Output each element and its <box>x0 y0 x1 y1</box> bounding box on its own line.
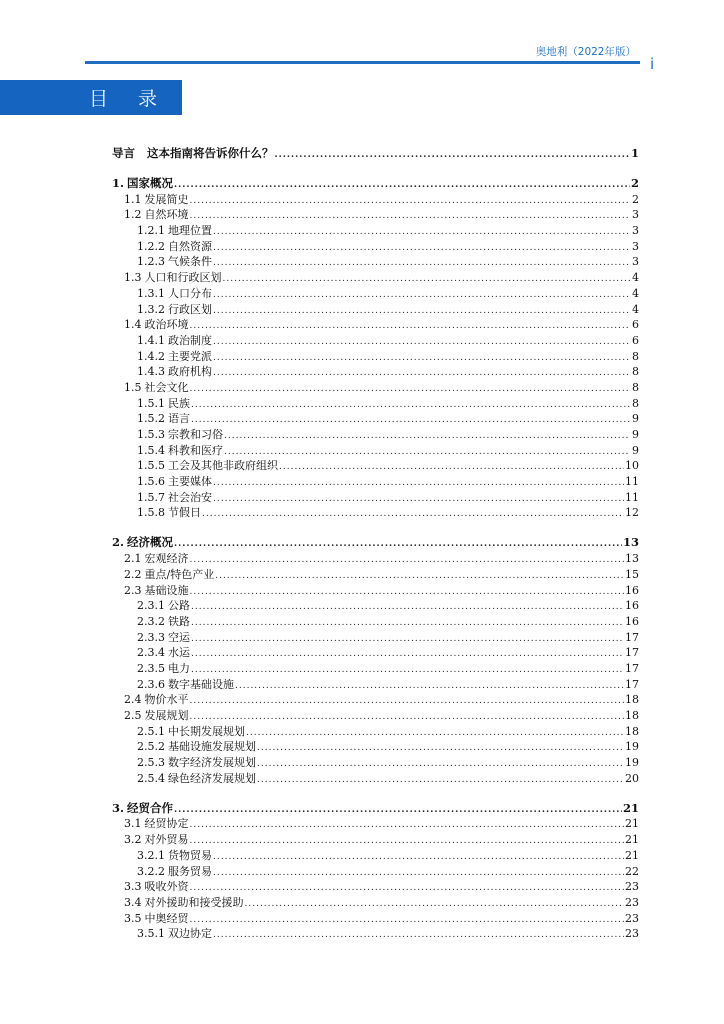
toc-entry-page: 21 <box>625 833 639 847</box>
toc-entry[interactable] <box>112 206 639 222</box>
toc-entry[interactable] <box>112 846 639 862</box>
toc-entry[interactable] <box>112 300 639 316</box>
toc-entry-page: 6 <box>632 318 639 332</box>
toc-entry-page: 19 <box>625 740 639 754</box>
toc-entry-number: 1.1 <box>124 192 142 206</box>
toc-entry[interactable] <box>112 316 639 332</box>
page-number: i <box>650 55 655 73</box>
toc-entry-page: 16 <box>625 583 639 597</box>
toc-entry[interactable] <box>112 893 639 909</box>
toc-entry-number: 1.3.2 <box>137 302 165 316</box>
toc-entry-page: 20 <box>625 771 639 785</box>
toc-entry-number: 1.5.2 <box>137 412 165 426</box>
toc-entry[interactable] <box>112 140 639 160</box>
toc-entry-label: 中长期发展规划 <box>168 724 245 738</box>
toc-entry-page: 21 <box>625 848 639 862</box>
toc-entry[interactable] <box>112 862 639 878</box>
toc-entry[interactable] <box>112 612 639 628</box>
toc-entry[interactable] <box>112 363 639 379</box>
toc-entry-page: 3 <box>632 255 639 269</box>
toc-entry-page: 11 <box>625 490 639 504</box>
toc-entry-page: 21 <box>622 800 639 815</box>
toc-entry-label: 节假日 <box>168 506 201 520</box>
toc-entry-page: 3 <box>632 208 639 222</box>
toc-entry-page: 3 <box>632 224 639 238</box>
toc-entry-page: 17 <box>625 677 639 691</box>
toc-entry-page: 11 <box>625 475 639 489</box>
toc-entry-page: 9 <box>632 428 639 441</box>
dot-leader <box>190 322 631 331</box>
toc-entry-number: 3.2.1 <box>137 848 165 862</box>
toc-entry-label: 对外贸易 <box>144 833 189 847</box>
dot-leader <box>190 697 625 706</box>
toc-entry-label: 政府机构 <box>168 365 212 379</box>
toc-entry-label: 铁路 <box>168 614 190 628</box>
dot-leader <box>213 479 624 488</box>
toc-entry[interactable] <box>112 170 639 190</box>
toc-entry-page: 16 <box>625 614 639 628</box>
toc-entry-number: 1. <box>112 176 125 190</box>
dot-leader <box>275 151 630 160</box>
toc-entry[interactable] <box>112 753 639 769</box>
dot-leader <box>213 291 630 300</box>
toc-entry-number: 1.4.2 <box>137 349 165 363</box>
toc-entry-page: 17 <box>625 661 639 675</box>
dot-leader <box>190 821 625 830</box>
dot-leader <box>190 385 631 394</box>
toc-entry-page: 23 <box>625 911 639 925</box>
toc-entry-page: 18 <box>625 724 639 738</box>
toc-entry-label: 宏观经济 <box>144 552 189 566</box>
toc-entry-number: 2.3.5 <box>137 661 165 675</box>
dot-leader <box>213 869 624 878</box>
dot-leader <box>213 307 630 316</box>
toc-entry-number: 2.3.4 <box>137 646 165 660</box>
toc-entry-number: 2.4 <box>124 693 142 707</box>
dot-leader <box>190 884 625 893</box>
toc-entry[interactable] <box>112 565 639 581</box>
toc-entry[interactable] <box>112 457 639 473</box>
dot-leader <box>190 837 625 846</box>
toc-entry-number: 2.5.4 <box>137 771 165 785</box>
toc-entry-number: 2.3.3 <box>137 630 165 644</box>
dot-leader <box>191 401 630 410</box>
toc-entry-page: 4 <box>632 271 639 285</box>
toc-entry-label: 地理位置 <box>168 224 212 238</box>
toc-entry-page: 2 <box>632 192 639 206</box>
toc-entry-label: 经贸协定 <box>144 817 189 831</box>
toc-entry-label: 语言 <box>168 412 190 426</box>
dot-leader <box>174 181 630 190</box>
toc-entry-number: 3.3 <box>124 880 142 894</box>
toc-entry-page: 23 <box>625 895 639 909</box>
toc-entry[interactable] <box>112 488 639 504</box>
toc-entry-label: 自然资源 <box>168 239 212 253</box>
toc-entry-label: 货物贸易 <box>168 848 212 862</box>
toc-entry-label: 中奥经贸 <box>144 911 189 925</box>
toc-entry[interactable] <box>112 284 639 300</box>
toc-entry-page: 8 <box>632 380 639 394</box>
toc-entry-page: 4 <box>632 302 639 316</box>
dot-leader <box>191 666 624 675</box>
dot-leader <box>190 916 625 925</box>
toc-entry-number: 1.5.3 <box>137 428 165 441</box>
toc-entry[interactable] <box>112 691 639 707</box>
toc-entry-number: 1.3 <box>124 271 142 285</box>
toc-entry-number: 1.4.1 <box>137 333 165 347</box>
toc-entry-page: 17 <box>625 646 639 660</box>
dot-leader <box>191 650 624 659</box>
toc-entry-number: 2.3.2 <box>137 614 165 628</box>
toc-entry-label: 人口分布 <box>168 286 212 300</box>
toc-entry-number: 3.5 <box>124 911 142 925</box>
toc-entry[interactable] <box>112 425 639 441</box>
dot-leader <box>246 729 624 738</box>
toc-entry-page: 13 <box>622 535 639 550</box>
toc-entry-page: 21 <box>625 817 639 831</box>
toc-entry-label: 政治制度 <box>168 333 212 347</box>
toc-entry-number: 2.2 <box>124 567 142 581</box>
toc-entry-number: 1.4 <box>124 318 142 332</box>
toc-entry-number: 1.5.1 <box>137 396 165 410</box>
dot-leader <box>213 931 624 940</box>
toc-entry-label: 公路 <box>168 599 190 613</box>
toc-entry-number: 2.5.3 <box>137 756 165 770</box>
dot-leader <box>191 416 630 425</box>
dot-leader <box>190 713 625 722</box>
toc-entry-number: 2.3 <box>124 583 142 597</box>
toc-entry[interactable] <box>112 347 639 363</box>
toc-entry-number: 3.5.1 <box>137 927 165 941</box>
toc-entry[interactable] <box>112 644 639 660</box>
dot-leader <box>215 572 624 581</box>
toc-entry[interactable] <box>112 830 639 846</box>
toc-entry[interactable] <box>112 394 639 410</box>
toc-entry-page: 9 <box>632 443 639 457</box>
dot-leader <box>174 540 622 549</box>
toc-entry[interactable] <box>112 504 639 520</box>
toc-entry-page: 18 <box>625 693 639 707</box>
dot-leader <box>191 619 624 628</box>
toc-entry-label: 这本指南将告诉你什么？ <box>147 146 274 160</box>
toc-entry[interactable] <box>112 878 639 894</box>
toc-entry-label: 水运 <box>168 646 190 660</box>
toc-entry[interactable] <box>112 581 639 597</box>
toc-entry-page: 3 <box>632 239 639 253</box>
toc-entry-label: 发展简史 <box>144 192 189 206</box>
toc-entry[interactable] <box>112 331 639 347</box>
toc-entry-label: 重点/特色产业 <box>144 567 215 581</box>
toc-entry-page: 2 <box>630 176 639 190</box>
dot-leader <box>202 510 624 519</box>
toc-entry[interactable] <box>112 769 639 785</box>
toc-entry-label: 基础设施发展规划 <box>168 740 256 754</box>
toc-entry-page: 13 <box>625 552 639 566</box>
toc-entry-page: 10 <box>625 459 639 473</box>
toc-entry-label: 社会治安 <box>168 490 212 504</box>
dot-leader <box>224 448 630 457</box>
toc-entry-page: 6 <box>632 333 639 347</box>
toc-entry-number: 1.5.7 <box>137 490 165 504</box>
table-of-contents <box>112 140 639 940</box>
toc-entry-page: 23 <box>625 880 639 894</box>
toc-entry[interactable] <box>112 795 639 815</box>
dot-leader <box>213 853 624 862</box>
toc-entry-label: 服务贸易 <box>168 864 212 878</box>
toc-entry-label: 吸收外资 <box>144 880 189 894</box>
toc-entry[interactable] <box>112 706 639 722</box>
toc-entry[interactable] <box>112 738 639 754</box>
toc-entry-number: 1.2.1 <box>137 224 165 238</box>
dot-leader <box>213 259 630 268</box>
toc-entry-number: 2. <box>112 535 125 550</box>
dot-leader <box>213 354 630 363</box>
toc-entry[interactable] <box>112 597 639 613</box>
toc-entry-label: 国家概况 <box>127 176 174 190</box>
toc-entry-number: 2.3.6 <box>137 677 165 691</box>
toc-entry-page: 9 <box>632 412 639 426</box>
toc-entry-number: 1.5.8 <box>137 506 165 520</box>
toc-entry[interactable] <box>112 268 639 284</box>
toc-entry[interactable] <box>112 441 639 457</box>
toc-entry[interactable] <box>112 909 639 925</box>
toc-entry-page: 8 <box>632 349 639 363</box>
dot-leader <box>191 635 624 644</box>
toc-entry-number: 2.1 <box>124 552 142 566</box>
dot-leader <box>213 495 624 504</box>
toc-entry-label: 发展规划 <box>144 709 189 722</box>
toc-entry-page: 17 <box>625 630 639 644</box>
toc-entry-label: 气候条件 <box>168 255 212 269</box>
toc-entry[interactable] <box>112 722 639 738</box>
toc-entry[interactable] <box>112 190 639 206</box>
toc-entry-label: 电力 <box>168 661 190 675</box>
dot-leader <box>257 744 624 753</box>
toc-entry-label: 社会文化 <box>144 380 189 394</box>
toc-entry-number: 1.3.1 <box>137 286 165 300</box>
toc-entry-page: 23 <box>625 927 639 941</box>
header-title: 奥地利（2022年版） <box>535 46 636 58</box>
dot-leader <box>191 603 624 612</box>
toc-entry-page: 12 <box>625 506 639 520</box>
toc-entry-number: 2.5 <box>124 709 142 722</box>
dot-leader <box>224 432 630 441</box>
toc-entry-label: 经济概况 <box>127 535 174 550</box>
toc-entry[interactable] <box>112 221 639 237</box>
toc-entry-label: 空运 <box>168 630 190 644</box>
toc-entry-label: 对外援助和接受援助 <box>144 895 244 909</box>
toc-entry-label: 行政区划 <box>168 302 212 316</box>
toc-entry-number: 1.5.4 <box>137 443 165 457</box>
toc-entry-page: 16 <box>625 599 639 613</box>
dot-leader <box>174 806 622 815</box>
dot-leader <box>190 212 631 221</box>
toc-entry[interactable] <box>112 253 639 269</box>
toc-entry[interactable] <box>112 472 639 488</box>
toc-entry-label: 数字基础设施 <box>168 677 234 691</box>
toc-entry-label: 经贸合作 <box>127 800 174 815</box>
dot-leader <box>190 556 625 565</box>
toc-entry-number: 导言 <box>112 146 135 160</box>
toc-entry-label: 人口和行政区划 <box>144 271 222 285</box>
toc-entry-label: 工会及其他非政府组织 <box>168 459 278 473</box>
toc-entry-number: 1.5 <box>124 380 142 394</box>
toc-entry-number: 1.5.5 <box>137 459 165 473</box>
toc-entry-number: 3.2 <box>124 833 142 847</box>
toc-entry-label: 绿色经济发展规划 <box>168 771 256 785</box>
dot-leader <box>235 682 624 691</box>
toc-entry-label: 双边协定 <box>168 927 212 941</box>
toc-entry-label: 数字经济发展规划 <box>168 756 256 770</box>
toc-entry-page: 8 <box>632 365 639 379</box>
toc-entry-page: 15 <box>625 567 639 581</box>
toc-entry[interactable] <box>112 925 639 941</box>
toc-entry[interactable] <box>112 659 639 675</box>
dot-leader <box>223 275 631 284</box>
toc-entry-page: 18 <box>625 709 639 722</box>
dot-leader <box>190 197 631 206</box>
toc-entry-number: 1.2.3 <box>137 255 165 269</box>
toc-entry-number: 2.3.1 <box>137 599 165 613</box>
dot-leader <box>245 900 625 909</box>
toc-entry[interactable] <box>112 410 639 426</box>
toc-entry-number: 2.5.2 <box>137 740 165 754</box>
toc-entry[interactable] <box>112 549 639 565</box>
toc-entry-page: 8 <box>632 396 639 410</box>
toc-entry[interactable] <box>112 675 639 691</box>
dot-leader <box>213 228 630 237</box>
toc-entry[interactable] <box>112 378 639 394</box>
toc-entry[interactable] <box>112 237 639 253</box>
toc-entry-page: 4 <box>632 286 639 300</box>
dot-leader <box>213 244 630 253</box>
dot-leader <box>213 369 630 378</box>
dot-leader <box>257 760 624 769</box>
toc-entry[interactable] <box>112 815 639 831</box>
toc-entry-number: 3.4 <box>124 895 142 909</box>
toc-entry[interactable] <box>112 628 639 644</box>
toc-entry-label: 科教和医疗 <box>168 443 223 457</box>
toc-entry-label: 主要媒体 <box>168 475 212 489</box>
toc-entry-label: 主要党派 <box>168 349 212 363</box>
toc-entry-number: 1.2.2 <box>137 239 165 253</box>
toc-entry-label: 自然环境 <box>144 208 189 222</box>
toc-entry-label: 物价水平 <box>144 693 189 707</box>
header-rule <box>85 61 640 64</box>
dot-leader <box>257 776 624 785</box>
toc-entry-number: 3.2.2 <box>137 864 165 878</box>
toc-entry-number: 1.5.6 <box>137 475 165 489</box>
toc-entry-number: 3. <box>112 800 125 815</box>
dot-leader <box>190 588 625 597</box>
toc-entry-number: 3.1 <box>124 817 142 831</box>
toc-entry-page: 22 <box>625 864 639 878</box>
toc-entry-page: 1 <box>630 146 639 160</box>
toc-entry-label: 基础设施 <box>144 583 189 597</box>
toc-entry-page: 19 <box>625 756 639 770</box>
toc-entry-number: 1.4.3 <box>137 365 165 379</box>
toc-entry-number: 1.2 <box>124 208 142 222</box>
toc-entry-label: 民族 <box>168 396 190 410</box>
dot-leader <box>213 338 630 347</box>
toc-title: 目 录 <box>89 88 170 110</box>
toc-entry-number: 2.5.1 <box>137 724 165 738</box>
toc-entry[interactable] <box>112 529 639 549</box>
dot-leader <box>279 463 624 472</box>
toc-entry-label: 宗教和习俗 <box>168 428 223 441</box>
toc-entry-label: 政治环境 <box>144 318 189 332</box>
